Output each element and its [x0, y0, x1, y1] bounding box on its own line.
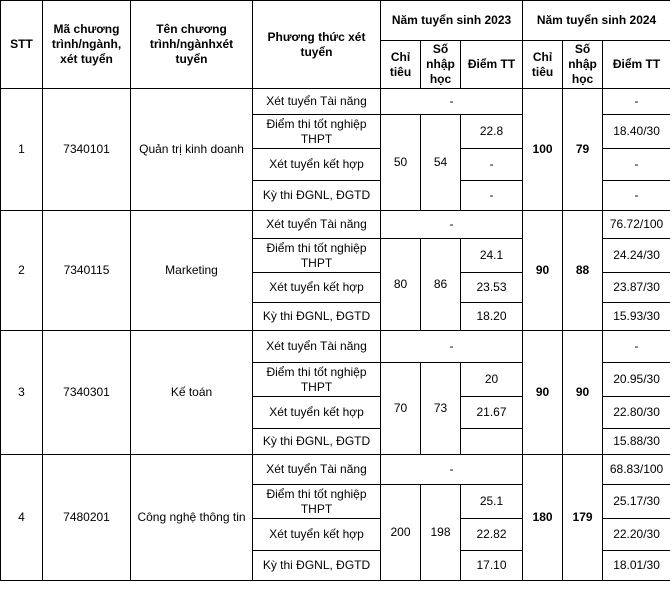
score-2023-cell: -: [461, 149, 523, 181]
score-2024-cell: 24.24/30: [603, 239, 670, 273]
program-code-cell: 7340101: [43, 89, 131, 211]
method-cell: Kỳ thi ĐGNL, ĐGTD: [253, 303, 381, 331]
method-cell: Xét tuyển Tài năng: [253, 89, 381, 115]
score-2023-cell: 25.1: [461, 485, 523, 519]
header-program-code: Mã chương trình/ngành, xét tuyển: [43, 1, 131, 89]
enrolled-2024-cell: 90: [563, 331, 603, 455]
method-cell: Kỳ thi ĐGNL, ĐGTD: [253, 551, 381, 581]
score-2024-cell: 22.80/30: [603, 397, 670, 429]
header-program-name: Tên chương trình/ngànhxét tuyển: [131, 1, 253, 89]
quota-2023-cell: 70: [381, 363, 421, 455]
score-2023-cell: 24.1: [461, 239, 523, 273]
header-admission-method: Phương thức xét tuyển: [253, 1, 381, 89]
score-2024-cell: 22.20/30: [603, 519, 670, 551]
method-cell: Xét tuyển kết hợp: [253, 273, 381, 303]
score-2024-cell: 76.72/100: [603, 211, 670, 239]
score-2023-cell: 23.53: [461, 273, 523, 303]
score-2023-cell: 17.10: [461, 551, 523, 581]
enrolled-2024-cell: 88: [563, 211, 603, 331]
quota-2024-cell: 100: [523, 89, 563, 211]
program-name-cell: Công nghệ thông tin: [131, 455, 253, 581]
method-cell: Xét tuyển Tài năng: [253, 455, 381, 485]
score-2023-cell: -: [381, 211, 523, 239]
table-row: [1, 331, 670, 363]
score-2023-cell: -: [461, 181, 523, 211]
header-score-2024: Điểm TT: [603, 41, 670, 89]
quota-2024-cell: 90: [523, 211, 563, 331]
enrolled-2024-cell: 179: [563, 455, 603, 581]
score-2024-cell: 25.17/30: [603, 485, 670, 519]
program-code-cell: 7340301: [43, 331, 131, 455]
enrolled-2023-cell: 54: [421, 115, 461, 211]
quota-2023-cell: 200: [381, 485, 421, 581]
method-cell: Kỳ thi ĐGNL, ĐGTD: [253, 181, 381, 211]
score-2024-cell: -: [603, 181, 670, 211]
method-cell: Điểm thi tốt nghiệp THPT: [253, 115, 381, 149]
quota-2024-cell: 180: [523, 455, 563, 581]
method-cell: Xét tuyển Tài năng: [253, 211, 381, 239]
table-row: [1, 89, 670, 115]
method-cell: Xét tuyển kết hợp: [253, 397, 381, 429]
score-2024-cell: -: [603, 149, 670, 181]
table-row: [1, 455, 670, 485]
method-cell: Kỳ thi ĐGNL, ĐGTD: [253, 429, 381, 455]
header-enrolled-2024: Số nhập học: [563, 41, 603, 89]
score-2024-cell: 15.88/30: [603, 429, 670, 455]
quota-2023-cell: 80: [381, 239, 421, 331]
header-quota-2024: Chỉ tiêu: [523, 41, 563, 89]
enrolled-2023-cell: 73: [421, 363, 461, 455]
score-2023-cell: [461, 429, 523, 455]
score-2024-cell: 18.40/30: [603, 115, 670, 149]
header-stt: STT: [1, 1, 43, 89]
program-name-cell: Quản trị kinh doanh: [131, 89, 253, 211]
score-2023-cell: -: [381, 331, 523, 363]
program-name-cell: Marketing: [131, 211, 253, 331]
score-2023-cell: 22.82: [461, 519, 523, 551]
header-year-2023: Năm tuyển sinh 2023: [381, 1, 523, 41]
score-2023-cell: -: [381, 455, 523, 485]
method-cell: Xét tuyển kết hợp: [253, 519, 381, 551]
method-cell: Điểm thi tốt nghiệp THPT: [253, 485, 381, 519]
score-2024-cell: 20.95/30: [603, 363, 670, 397]
quota-2023-cell: 50: [381, 115, 421, 211]
stt-cell: 3: [1, 331, 43, 455]
header-year-2024: Năm tuyển sinh 2024: [523, 1, 670, 41]
enrolled-2023-cell: 198: [421, 485, 461, 581]
score-2024-cell: 18.01/30: [603, 551, 670, 581]
program-code-cell: 7480201: [43, 455, 131, 581]
score-2024-cell: -: [603, 89, 670, 115]
score-2024-cell: 15.93/30: [603, 303, 670, 331]
score-2023-cell: 20: [461, 363, 523, 397]
score-2024-cell: -: [603, 331, 670, 363]
score-2023-cell: 18.20: [461, 303, 523, 331]
method-cell: Điểm thi tốt nghiệp THPT: [253, 239, 381, 273]
table-row: [1, 211, 670, 239]
method-cell: Xét tuyển kết hợp: [253, 149, 381, 181]
score-2023-cell: 22.8: [461, 115, 523, 149]
stt-cell: 2: [1, 211, 43, 331]
method-cell: Điểm thi tốt nghiệp THPT: [253, 363, 381, 397]
quota-2024-cell: 90: [523, 331, 563, 455]
method-cell: Xét tuyển Tài năng: [253, 331, 381, 363]
score-2023-cell: 21.67: [461, 397, 523, 429]
header-quota-2023: Chỉ tiêu: [381, 41, 421, 89]
program-name-cell: Kế toán: [131, 331, 253, 455]
stt-cell: 4: [1, 455, 43, 581]
header-score-2023: Điểm TT: [461, 41, 523, 89]
score-2024-cell: 68.83/100: [603, 455, 670, 485]
score-2023-cell: -: [381, 89, 523, 115]
header-enrolled-2023: Số nhập học: [421, 41, 461, 89]
program-code-cell: 7340115: [43, 211, 131, 331]
score-2024-cell: 23.87/30: [603, 273, 670, 303]
enrolled-2024-cell: 79: [563, 89, 603, 211]
stt-cell: 1: [1, 89, 43, 211]
enrolled-2023-cell: 86: [421, 239, 461, 331]
